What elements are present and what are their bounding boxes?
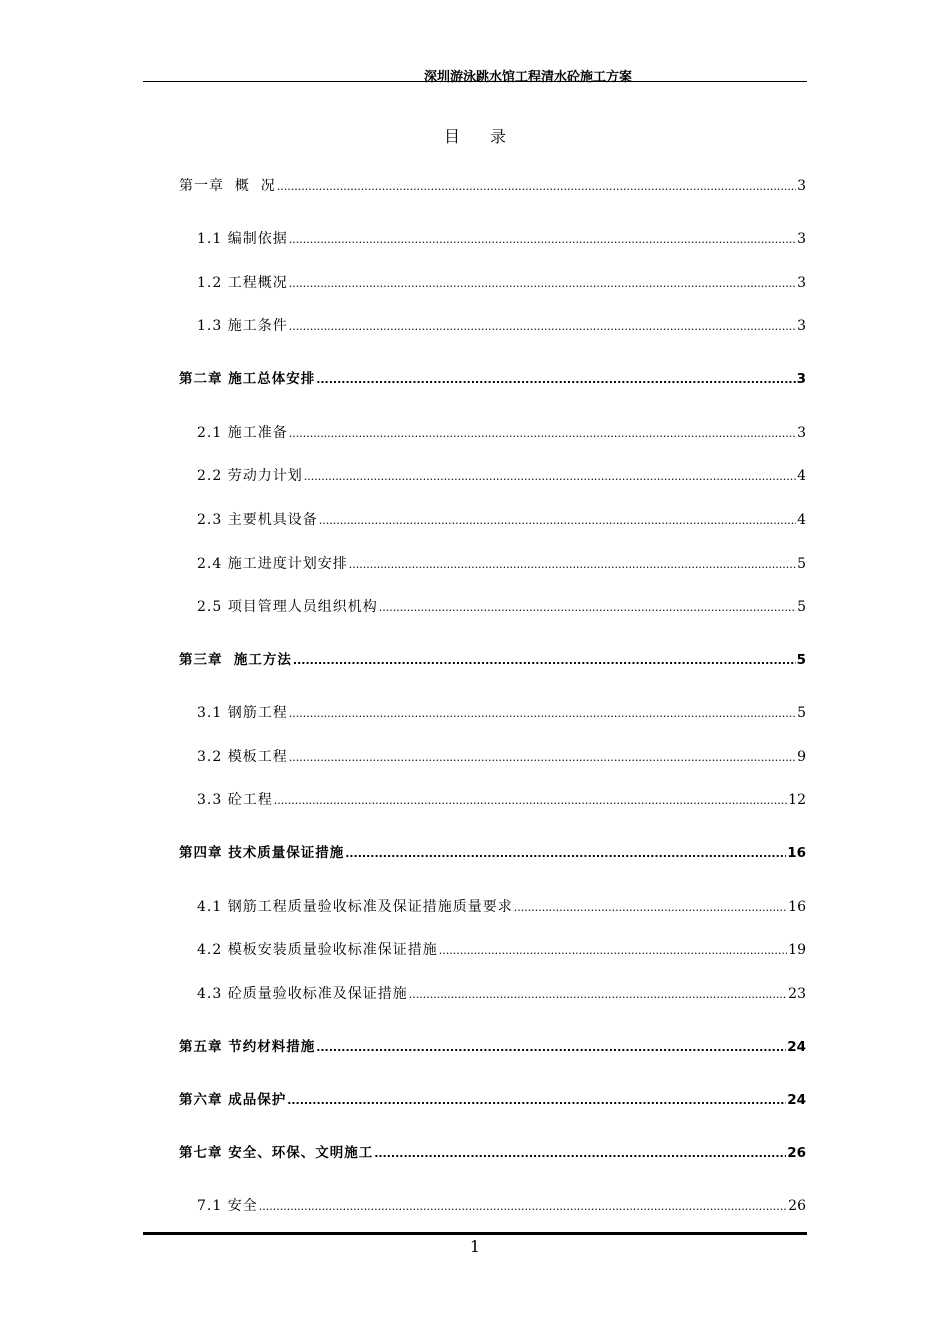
toc-entry-section-1-3[interactable] <box>197 316 806 336</box>
document-header-title: 深圳游泳跳水馆工程清水砼施工方案 <box>424 70 633 85</box>
toc-entry-section-2-2[interactable] <box>197 466 806 486</box>
toc-entry-label: 2.4 施工进度计划安排 <box>197 556 348 572</box>
toc-entry-section-4-1[interactable] <box>197 897 806 917</box>
toc-dot-leader <box>289 317 796 337</box>
toc-entry-label: 2.2 劳动力计划 <box>197 468 303 484</box>
toc-page-number: 4 <box>797 468 806 484</box>
toc-entry-chapter-7[interactable] <box>179 1143 806 1163</box>
toc-dot-leader <box>514 898 787 918</box>
toc-title: 目录 <box>443 127 536 146</box>
footer-divider <box>143 1232 807 1235</box>
toc-dot-leader <box>409 985 787 1005</box>
toc-entry-label: 1.2 工程概况 <box>197 275 288 291</box>
toc-entry-chapter-6[interactable] <box>179 1090 806 1110</box>
toc-page-number: 3 <box>797 178 806 194</box>
toc-dot-leader <box>289 424 796 444</box>
toc-entry-section-7-1[interactable] <box>197 1196 806 1216</box>
toc-dot-leader <box>287 1091 786 1111</box>
toc-entry-section-3-1[interactable] <box>197 703 806 723</box>
toc-page-number: 3 <box>797 275 806 291</box>
toc-dot-leader <box>277 177 796 197</box>
toc-entry-section-2-3[interactable] <box>197 510 806 530</box>
toc-page-number: 9 <box>797 749 806 765</box>
toc-entry-label: 4.1 钢筋工程质量验收标准及保证措施质量要求 <box>197 899 513 915</box>
toc-dot-leader <box>374 1144 786 1164</box>
toc-dot-leader <box>439 941 787 961</box>
toc-entry-section-2-4[interactable] <box>197 554 806 574</box>
toc-entry-section-2-1[interactable] <box>197 423 806 443</box>
toc-page-number: 26 <box>788 1198 806 1214</box>
toc-dot-leader <box>379 598 796 618</box>
toc-entry-label: 4.2 模板安装质量验收标准保证措施 <box>197 942 438 958</box>
toc-entry-label: 第四章 技术质量保证措施 <box>179 845 345 861</box>
toc-entry-section-4-3[interactable] <box>197 984 806 1004</box>
toc-entry-label: 2.1 施工准备 <box>197 425 288 441</box>
toc-page-number: 4 <box>797 512 806 528</box>
toc-entry-chapter-4[interactable] <box>179 843 806 863</box>
toc-entry-label: 第三章 施工方法 <box>179 652 292 668</box>
toc-page-number: 16 <box>787 845 806 861</box>
toc-page-number: 19 <box>788 942 806 958</box>
header-divider <box>143 81 807 82</box>
toc-page-number: 16 <box>788 899 806 915</box>
footer-page-number: 1 <box>469 1237 481 1256</box>
toc-dot-leader <box>349 555 796 575</box>
toc-page-number: 24 <box>787 1039 806 1055</box>
toc-page-number: 5 <box>796 652 806 668</box>
toc-entry-label: 第一章 概 况 <box>179 178 276 194</box>
toc-entry-section-1-2[interactable] <box>197 273 806 293</box>
toc-entry-chapter-3[interactable] <box>179 650 806 670</box>
toc-entry-section-1-1[interactable] <box>197 229 806 249</box>
toc-dot-leader <box>289 230 796 250</box>
toc-entry-label: 第七章 安全、环保、文明施工 <box>179 1145 374 1161</box>
toc-entry-section-2-5[interactable] <box>197 597 806 617</box>
toc-dot-leader <box>304 467 796 487</box>
toc-entry-chapter-1[interactable] <box>179 176 806 196</box>
toc-page-number: 3 <box>797 318 806 334</box>
toc-dot-leader <box>289 274 796 294</box>
toc-dot-leader <box>345 844 786 864</box>
toc-page-number: 26 <box>787 1145 806 1161</box>
toc-entry-chapter-2[interactable] <box>179 369 806 389</box>
toc-entry-label: 4.3 砼质量验收标准及保证措施 <box>197 986 408 1002</box>
toc-entry-label: 第二章 施工总体安排 <box>179 371 316 387</box>
toc-page-number: 3 <box>797 425 806 441</box>
toc-entry-label: 1.3 施工条件 <box>197 318 288 334</box>
toc-entry-label: 7.1 安全 <box>197 1198 258 1214</box>
toc-page-number: 5 <box>797 705 806 721</box>
toc-entry-label: 3.1 钢筋工程 <box>197 705 288 721</box>
toc-dot-leader <box>293 651 796 671</box>
toc-dot-leader <box>316 370 795 390</box>
toc-page-number: 3 <box>796 371 806 387</box>
toc-page-number: 23 <box>788 986 806 1002</box>
toc-entry-section-3-2[interactable] <box>197 747 806 767</box>
toc-entry-section-3-3[interactable] <box>197 790 806 810</box>
toc-dot-leader <box>319 511 796 531</box>
toc-entry-label: 第六章 成品保护 <box>179 1092 287 1108</box>
toc-page-number: 5 <box>797 556 806 572</box>
toc-dot-leader <box>289 748 796 768</box>
toc-dot-leader <box>274 791 787 811</box>
toc-page-number: 3 <box>797 231 806 247</box>
toc-dot-leader <box>316 1038 786 1058</box>
toc-entry-label: 3.2 模板工程 <box>197 749 288 765</box>
toc-entry-label: 1.1 编制依据 <box>197 231 288 247</box>
toc-entry-label: 3.3 砼工程 <box>197 792 273 808</box>
toc-page-number: 24 <box>787 1092 806 1108</box>
toc-entry-label: 2.3 主要机具设备 <box>197 512 318 528</box>
toc-page-number: 5 <box>797 599 806 615</box>
toc-entry-chapter-5[interactable] <box>179 1037 806 1057</box>
toc-entry-section-4-2[interactable] <box>197 940 806 960</box>
toc-dot-leader <box>289 704 796 724</box>
toc-entry-label: 第五章 节约材料措施 <box>179 1039 316 1055</box>
toc-entry-label: 2.5 项目管理人员组织机构 <box>197 599 378 615</box>
toc-page-number: 12 <box>788 792 806 808</box>
toc-dot-leader <box>259 1197 787 1217</box>
